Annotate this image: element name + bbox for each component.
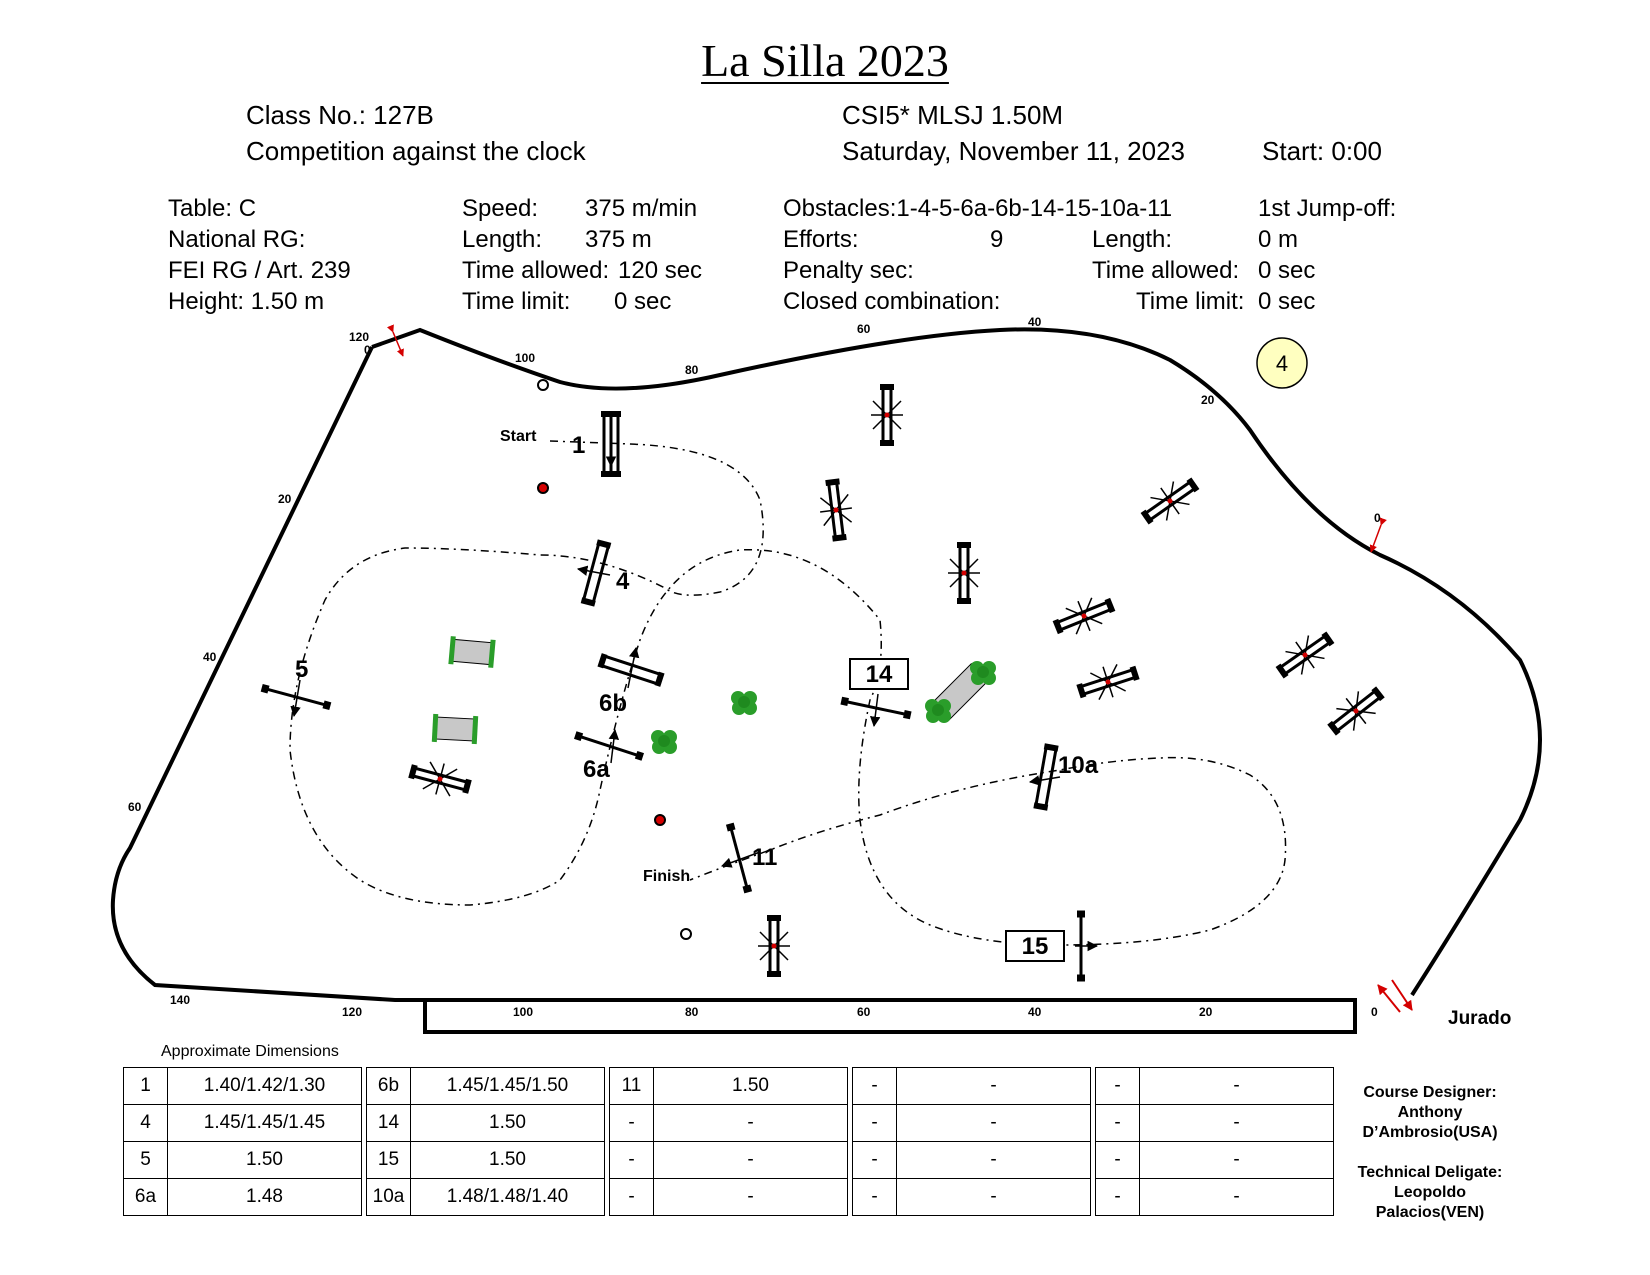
start-label: Start bbox=[500, 428, 537, 445]
fence-number: 5 bbox=[295, 656, 309, 683]
fence-height-cell: 1.50 bbox=[411, 1142, 605, 1179]
fence-height-cell: 1.48 bbox=[168, 1179, 362, 1216]
technical-delegate bbox=[1330, 1163, 1530, 1223]
fence-1 bbox=[601, 414, 621, 474]
fence-height-cell: 1.45/1.45/1.45 bbox=[168, 1105, 362, 1142]
scale-mark: 20 bbox=[1201, 393, 1215, 407]
unused-fence bbox=[409, 756, 471, 801]
time-allowed-label: Time allowed: bbox=[462, 257, 610, 284]
jumpoff-time-limit-value: 0 sec bbox=[1258, 288, 1316, 315]
page-title: La Silla 2023 bbox=[701, 35, 949, 86]
fence-number-cell: - bbox=[1096, 1142, 1140, 1179]
scale-mark: 120 bbox=[342, 1005, 363, 1019]
fence-number-cell: - bbox=[853, 1068, 897, 1105]
number-circle-label: 4 bbox=[1275, 351, 1289, 376]
jumpoff-time-limit-label: Time limit: bbox=[1136, 288, 1245, 315]
event-date: Saturday, November 11, 2023 bbox=[842, 136, 1186, 166]
scale-mark: 60 bbox=[857, 1005, 871, 1019]
unused-fence bbox=[1138, 472, 1202, 530]
unused-fence bbox=[817, 480, 856, 539]
scale-mark: 80 bbox=[685, 1005, 699, 1019]
unused-fence bbox=[1273, 626, 1337, 684]
fence-number: 10a bbox=[1058, 752, 1099, 779]
scale-mark: 0 bbox=[1374, 511, 1381, 525]
fence-number-cell: 10a bbox=[367, 1179, 411, 1216]
fence-number: 14 bbox=[865, 661, 893, 688]
scale-mark: 60 bbox=[128, 800, 142, 814]
fence-number: 6b bbox=[599, 690, 628, 717]
fence-numbers bbox=[295, 432, 1099, 871]
course-route bbox=[290, 441, 1286, 945]
fence-number-cell: - bbox=[610, 1142, 654, 1179]
time-allowed-value: 120 sec bbox=[618, 257, 703, 284]
fence-number-cell: - bbox=[1096, 1105, 1140, 1142]
speed-value: 375 m/min bbox=[585, 195, 698, 222]
scale-mark: 40 bbox=[203, 650, 217, 664]
start-flag bbox=[538, 380, 548, 390]
unused-fence bbox=[1076, 658, 1139, 706]
scale-mark: 120 bbox=[349, 330, 370, 344]
start-time: Start: 0:00 bbox=[1262, 136, 1382, 166]
jumpoff-time-allowed-value: 0 sec bbox=[1258, 257, 1316, 284]
time-limit-value: 0 sec bbox=[614, 288, 672, 315]
competition-type: Competition against the clock bbox=[246, 136, 586, 166]
fence-height-cell: 1.48/1.48/1.40 bbox=[411, 1179, 605, 1216]
scale-mark: 20 bbox=[278, 492, 292, 506]
jumpoff-length-value: 0 m bbox=[1258, 226, 1299, 253]
fence-number-cell: 5 bbox=[124, 1142, 168, 1179]
penalty-sec: Penalty sec: bbox=[783, 257, 914, 284]
fence-number-cell: 1 bbox=[124, 1068, 168, 1105]
delegate-label: Technical Deligate: bbox=[1357, 1164, 1503, 1181]
efforts-label: Efforts: bbox=[783, 226, 859, 253]
efforts-value: 9 bbox=[990, 226, 1004, 253]
fence-number-cell: - bbox=[1096, 1068, 1140, 1105]
scale-mark: 0 bbox=[364, 343, 371, 357]
fence-number: 6a bbox=[583, 756, 610, 783]
fence-number-cell: 6a bbox=[124, 1179, 168, 1216]
tree-icon bbox=[731, 691, 757, 715]
fence-height-cell: - bbox=[1140, 1142, 1334, 1179]
start-flag bbox=[538, 483, 548, 493]
height: Height: 1.50 m bbox=[168, 288, 325, 315]
event-name: CSI5* MLSJ 1.50M bbox=[842, 100, 1064, 130]
scale-mark: 140 bbox=[170, 993, 191, 1007]
scale-mark: 60 bbox=[857, 322, 871, 336]
fence-number: 1 bbox=[572, 432, 586, 459]
jumpoff-length-label: Length: bbox=[1092, 226, 1173, 253]
fence-height-cell: - bbox=[1140, 1105, 1334, 1142]
fence-number: 15 bbox=[1021, 933, 1049, 960]
dimensions-row bbox=[124, 1142, 1334, 1179]
fence-number: 11 bbox=[752, 844, 778, 871]
fence-height-cell: - bbox=[654, 1179, 848, 1216]
tree-icon bbox=[970, 661, 996, 685]
scale-mark: 100 bbox=[515, 351, 536, 365]
fence-number-cell: - bbox=[610, 1105, 654, 1142]
fence-height-cell: 1.50 bbox=[654, 1068, 848, 1105]
dimensions-row bbox=[124, 1179, 1334, 1216]
finish-flag bbox=[681, 929, 691, 939]
jury-label: Jurado bbox=[1448, 1008, 1512, 1029]
fence-number-cell: - bbox=[853, 1142, 897, 1179]
fence-height-cell: - bbox=[897, 1142, 1091, 1179]
unused-fence bbox=[758, 918, 790, 974]
fence-number-cell: - bbox=[853, 1105, 897, 1142]
fence-6b-arrow bbox=[628, 648, 636, 688]
fence-10a bbox=[1034, 746, 1058, 808]
jumpoff-title: 1st Jump-off: bbox=[1258, 195, 1397, 222]
fence-height-cell: 1.45/1.45/1.50 bbox=[411, 1068, 605, 1105]
fence-height-cell: - bbox=[1140, 1179, 1334, 1216]
fence-height-cell: - bbox=[897, 1105, 1091, 1142]
fence-height-cell: - bbox=[654, 1105, 848, 1142]
table-type: Table: C bbox=[168, 195, 257, 222]
finish-label: Finish bbox=[643, 868, 691, 885]
fence-height-cell: 1.50 bbox=[168, 1142, 362, 1179]
water-tray bbox=[451, 636, 493, 667]
obstacles: Obstacles:1-4-5-6a-6b-14-15-10a-11 bbox=[783, 195, 1173, 222]
unused-fence bbox=[1324, 681, 1388, 741]
designer-name: Anthony bbox=[1397, 1104, 1463, 1121]
unused-fence bbox=[871, 387, 903, 443]
fence-number-cell: - bbox=[1096, 1179, 1140, 1216]
fence-height-cell: - bbox=[654, 1142, 848, 1179]
fence-number-cell: - bbox=[610, 1179, 654, 1216]
fence-number-cell: - bbox=[853, 1179, 897, 1216]
scale-marks bbox=[128, 315, 1381, 1019]
fence-height-cell: 1.40/1.42/1.30 bbox=[168, 1068, 362, 1105]
tree-icon bbox=[925, 699, 951, 723]
fence-number-cell: 15 bbox=[367, 1142, 411, 1179]
dimensions-row bbox=[124, 1068, 1334, 1105]
scale-mark: 20 bbox=[1199, 1005, 1213, 1019]
closed-combination: Closed combination: bbox=[783, 288, 1001, 315]
fence-number: 4 bbox=[616, 568, 630, 595]
scale-mark: 40 bbox=[1028, 1005, 1042, 1019]
unused-fence bbox=[1052, 591, 1116, 642]
delegate-name: Palacios(VEN) bbox=[1375, 1204, 1485, 1221]
fence-height-cell: - bbox=[1140, 1068, 1334, 1105]
scale-mark: 0 bbox=[1371, 1005, 1378, 1019]
arena-boundary bbox=[113, 329, 1540, 1000]
fence-number-cell: 11 bbox=[610, 1068, 654, 1105]
exit-arrow bbox=[1378, 985, 1400, 1012]
dimensions-row bbox=[124, 1105, 1334, 1142]
dimensions-table bbox=[123, 1067, 1334, 1216]
jury-stand bbox=[425, 1000, 1355, 1032]
entrance-arrow bbox=[1371, 525, 1381, 552]
designer-label: Course Designer: bbox=[1363, 1084, 1497, 1101]
fence-4-arrow bbox=[578, 569, 610, 575]
fence-14-arrow bbox=[874, 694, 878, 726]
speed-label: Speed: bbox=[462, 195, 539, 222]
water-tray bbox=[434, 714, 475, 744]
length-label: Length: bbox=[462, 226, 543, 253]
fence-10a-arrow bbox=[1030, 777, 1060, 782]
scale-mark: 80 bbox=[685, 363, 699, 377]
course-designer bbox=[1330, 1083, 1530, 1143]
time-limit-label: Time limit: bbox=[462, 288, 571, 315]
tree-icon bbox=[651, 730, 677, 754]
fence-height-cell: 1.50 bbox=[411, 1105, 605, 1142]
class-number: Class No.: 127B bbox=[246, 100, 434, 130]
unused-fence bbox=[948, 545, 980, 601]
fence-height-cell: - bbox=[897, 1068, 1091, 1105]
designer-name: D’Ambrosio(USA) bbox=[1362, 1124, 1498, 1141]
fence-number-cell: 14 bbox=[367, 1105, 411, 1142]
national-rg: National RG: bbox=[168, 226, 306, 253]
dimensions-caption: Approximate Dimensions bbox=[161, 1043, 339, 1060]
fei-rg: FEI RG / Art. 239 bbox=[168, 257, 351, 284]
fence-number-cell: 6b bbox=[367, 1068, 411, 1105]
fence-number-cell: 4 bbox=[124, 1105, 168, 1142]
scale-mark: 40 bbox=[1028, 315, 1042, 329]
length-value: 375 m bbox=[585, 226, 652, 253]
delegate-name: Leopoldo bbox=[1394, 1184, 1466, 1201]
scale-mark: 100 bbox=[513, 1005, 534, 1019]
finish-flag bbox=[655, 815, 665, 825]
jumpoff-time-allowed-label: Time allowed: bbox=[1092, 257, 1240, 284]
fence-height-cell: - bbox=[897, 1179, 1091, 1216]
